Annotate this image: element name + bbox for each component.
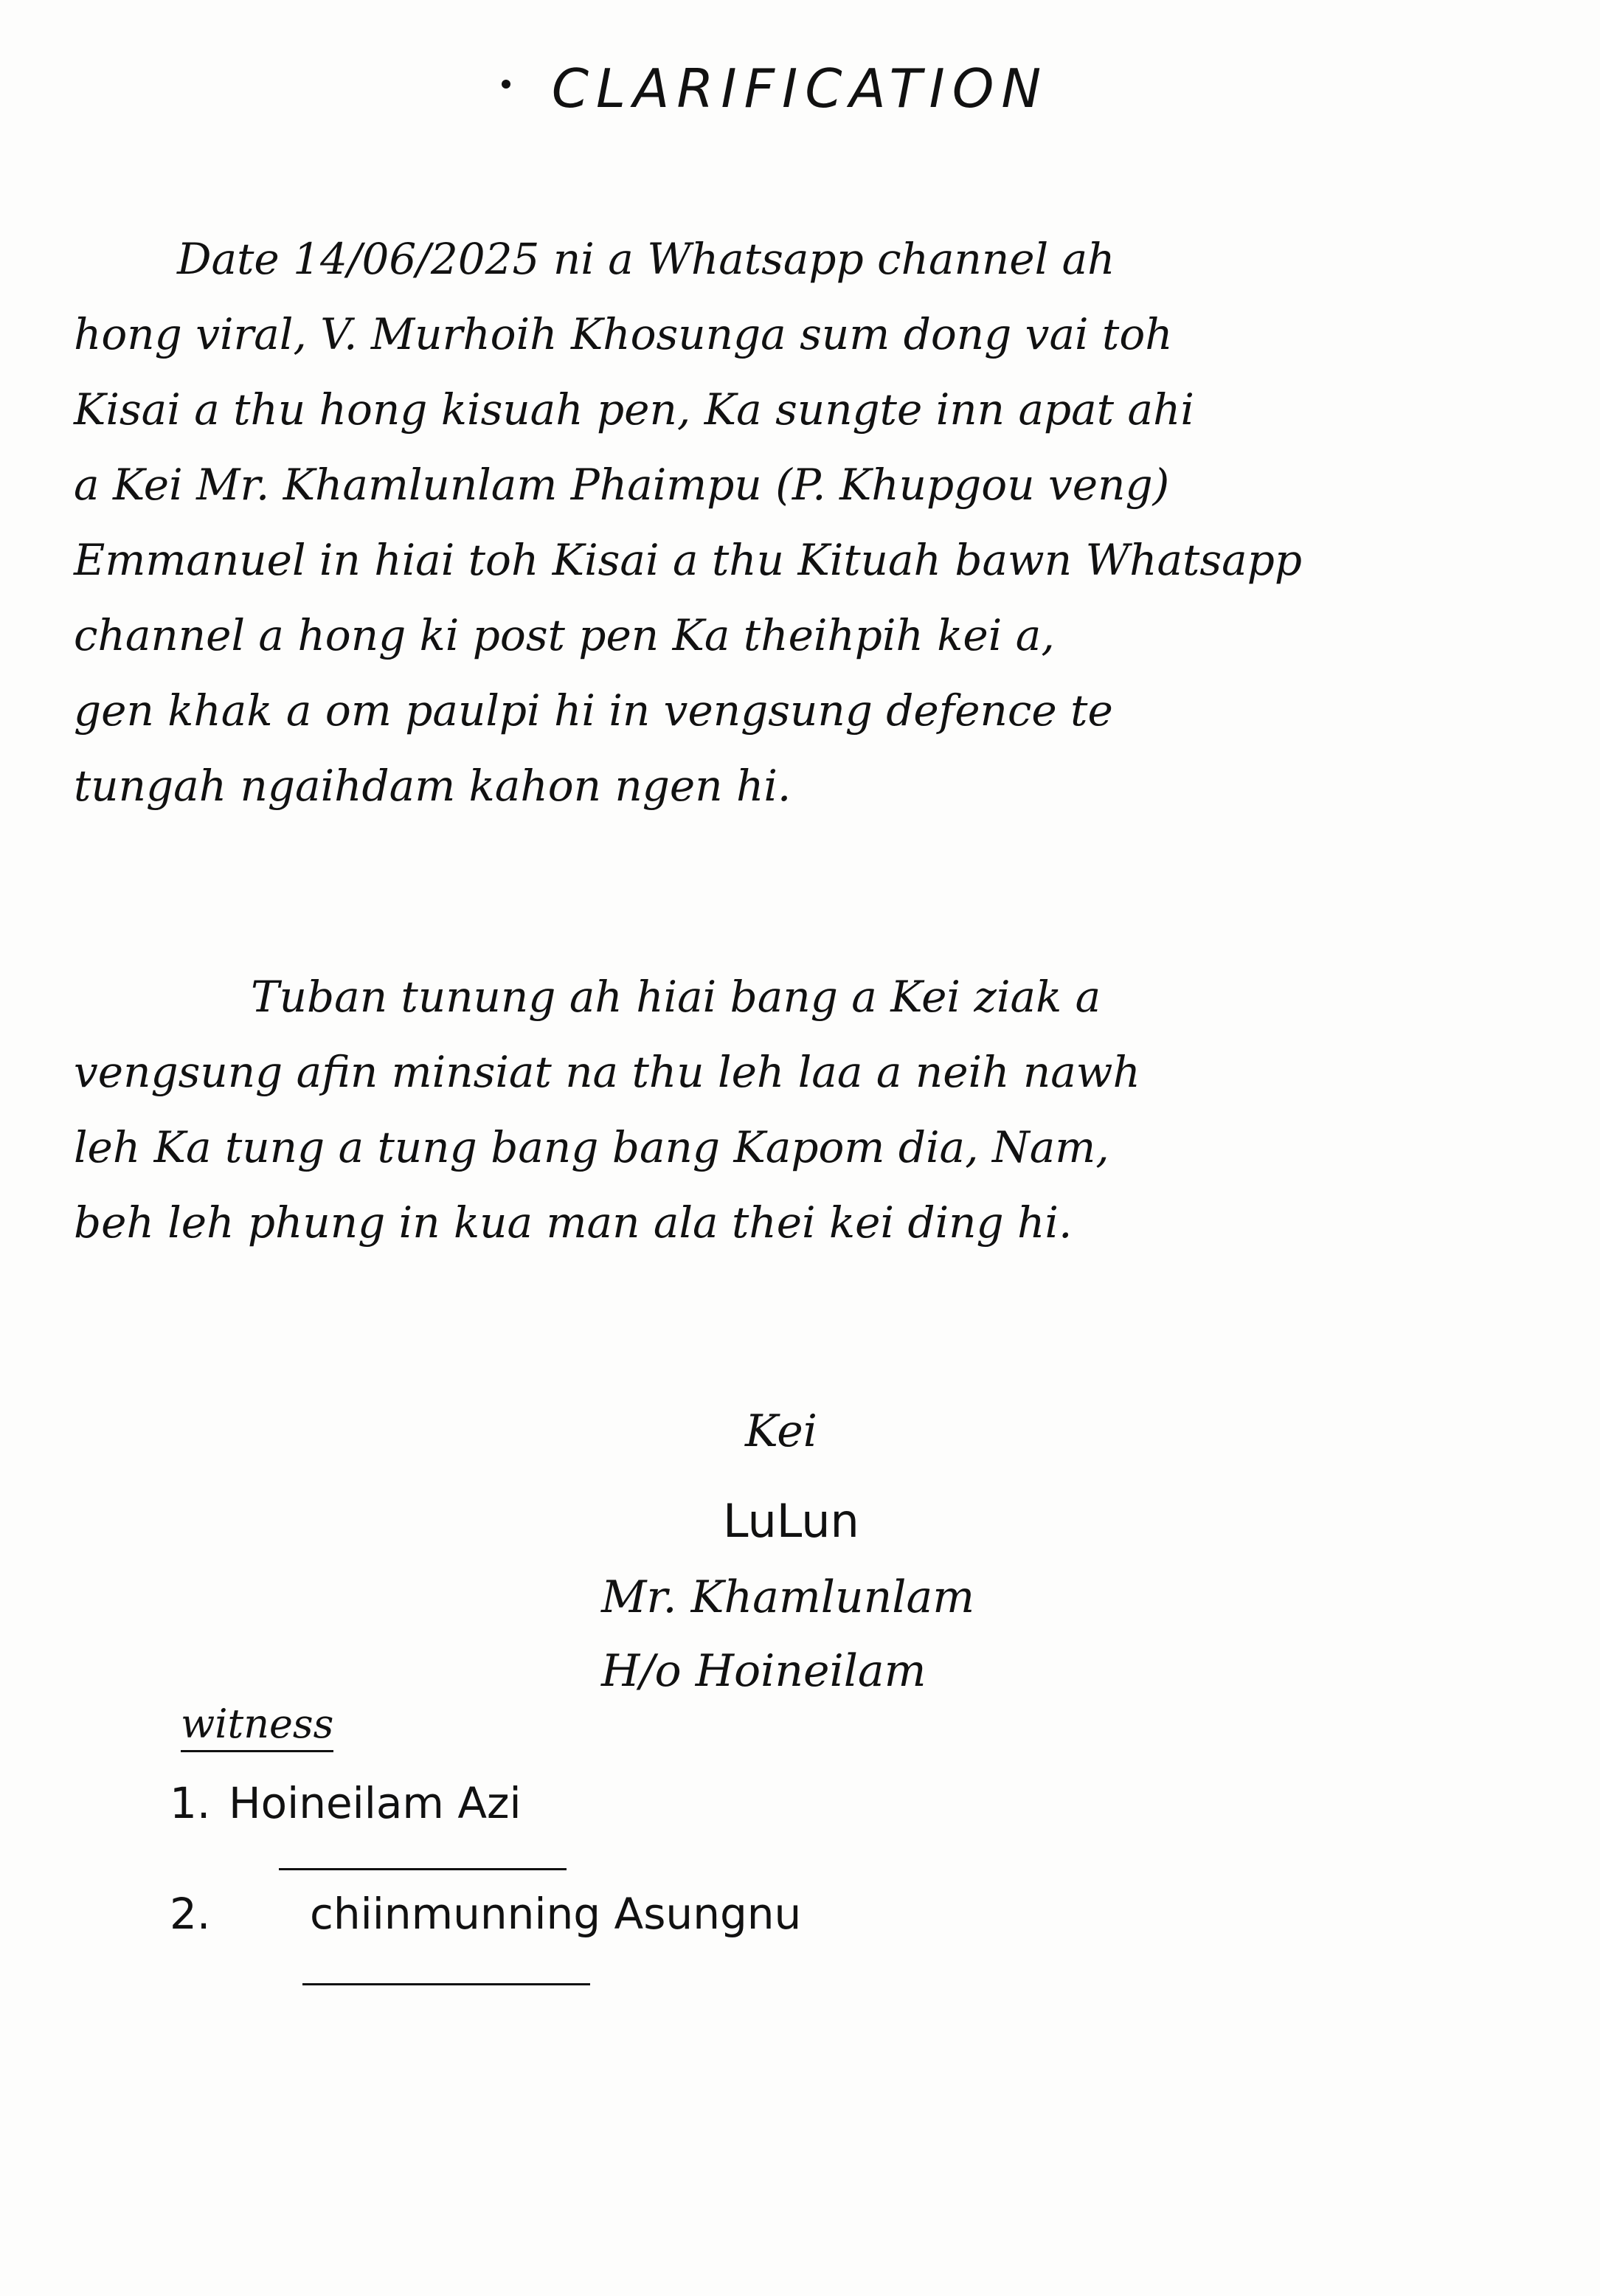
paragraph-line: Date 14/06/2025 ni a Whatsapp channel ah [177, 234, 1115, 284]
signature: LuLun [723, 1494, 859, 1548]
witness-entry [170, 1778, 522, 1828]
paragraph-line: Emmanuel in hiai toh Kisai a thu Kituah bawn Whatsapp [74, 535, 1302, 585]
paragraph-line: Kisai a thu hong kisuah pen, Ka sungte inn apat ahi [74, 384, 1194, 435]
paragraph-line: vengsung afin minsiat na thu leh laa a neih nawh [74, 1047, 1140, 1097]
closing-word: Kei [745, 1405, 817, 1457]
clarification-paragraph-1 [74, 221, 1542, 823]
witness-signature-line [302, 1983, 590, 1985]
paragraph-line: leh Ka tung a tung bang bang Kapom dia, Nam, [74, 1122, 1109, 1172]
witness-entry [170, 1889, 801, 1939]
signer-name: Mr. Khamlunlam [601, 1571, 975, 1623]
paragraph-line: beh leh phung in kua man ala thei kei ding hi. [74, 1197, 1073, 1248]
witness-signature-line [279, 1868, 567, 1870]
document-title: CLARIFICATION [551, 58, 1049, 120]
signer-relation: H/o Hoineilam [601, 1645, 927, 1697]
paragraph-line: tungah ngaihdam kahon ngen hi. [74, 761, 792, 811]
witness-heading: witness [181, 1701, 333, 1752]
paragraph-line: gen khak a om paulpi hi in vengsung defence te [74, 685, 1113, 736]
paragraph-line: a Kei Mr. Khamlunlam Phaimpu (P. Khupgou veng) [74, 460, 1170, 510]
paragraph-line: Tuban tunung ah hiai bang a Kei ziak a [251, 972, 1101, 1022]
witness-name: Hoineilam Azi [229, 1778, 522, 1828]
witness-number: 1. [170, 1778, 211, 1828]
witness-name: chiinmunning Asungnu [310, 1889, 802, 1939]
paragraph-line: hong viral, V. Murhoih Khosunga sum dong vai toh [74, 309, 1173, 359]
paragraph-line: channel a hong ki post pen Ka theihpih kei a, [74, 610, 1055, 660]
clarification-paragraph-2 [74, 959, 1542, 1260]
witness-number: 2. [170, 1889, 211, 1939]
